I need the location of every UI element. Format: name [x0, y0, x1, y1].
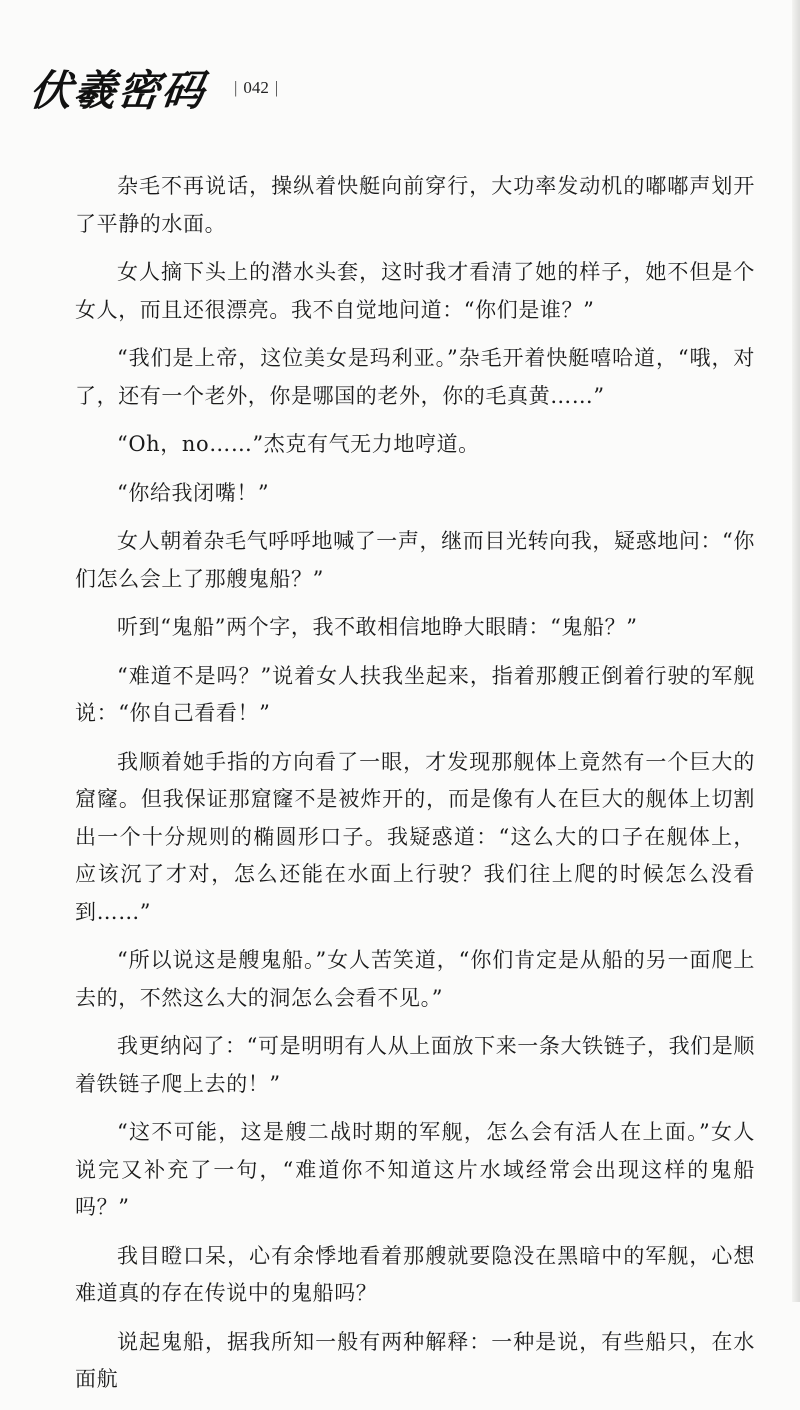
paragraph: “这不可能，这是艘二战时期的军舰，怎么会有活人在上面。”女人说完又补充了一句，“难道你不知道这片水域经常会出现这样的鬼船吗？”: [75, 1120, 755, 1219]
paragraph: 听到“鬼船”两个字，我不敢相信地睁大眼睛：“鬼船？”: [117, 615, 638, 639]
paragraph: 我顺着她手指的方向看了一眼，才发现那舰体上竟然有一个巨大的窟窿。但我保证那窟窿不是被炸开的，而是像有人在巨大的舰体上切割出一个十分规则的椭圆形口子。我疑惑道：“这么大的口子在舰体上，应该沉了才对，怎么还能在水面上行驶？我们往上爬的时候怎么没看到……”: [75, 749, 755, 924]
paragraph: 说起鬼船，据我所知一般有两种解释：一种是说，有些船只，在水面航: [75, 1329, 755, 1391]
body-text: [75, 168, 755, 1410]
page-header: [27, 58, 284, 118]
paragraph: 我更纳闷了：“可是明明有人从上面放下来一条大铁链子，我们是顺着铁链子爬上去的！”: [75, 1034, 755, 1096]
paragraph: “我们是上帝，这位美女是玛利亚。”杂毛开着快艇嘻哈道，“哦，对了，还有一个老外，你是哪国的老外，你的毛真黄……”: [75, 346, 755, 408]
paragraph: “难道不是吗？”说着女人扶我坐起来，指着那艘正倒着行驶的军舰说：“你自己看看！”: [75, 663, 755, 725]
page-number-value: 042: [243, 78, 269, 97]
paragraph: “Oh，no……”杰克有气无力地哼道。: [117, 432, 480, 456]
paragraph: 我目瞪口呆，心有余悸地看着那艘就要隐没在黑暗中的军舰，心想难道真的存在传说中的鬼船吗？: [75, 1243, 755, 1305]
page-number: [228, 78, 284, 98]
page-edge-shadow: [792, 0, 800, 1302]
paragraph: 杂毛不再说话，操纵着快艇向前穿行，大功率发动机的嘟嘟声划开了平静的水面。: [75, 174, 755, 236]
paragraph: “你给我闭嘴！”: [117, 480, 270, 505]
paragraph: 女人朝着杂毛气呼呼地喊了一声，继而目光转向我，疑惑地问：“你们怎么会上了那艘鬼船？”: [75, 529, 755, 591]
divider: |: [274, 78, 279, 97]
book-title: 伏羲密码: [27, 66, 209, 115]
paragraph: “所以说这是艘鬼船。”女人苦笑道，“你们肯定是从船的另一面爬上去的，不然这么大的洞怎么会看不见。”: [75, 948, 755, 1010]
paragraph: 女人摘下头上的潜水头套，这时我才看清了她的样子，她不但是个女人，而且还很漂亮。我不自觉地问道：“你们是谁？”: [75, 260, 755, 322]
divider: |: [234, 78, 238, 97]
